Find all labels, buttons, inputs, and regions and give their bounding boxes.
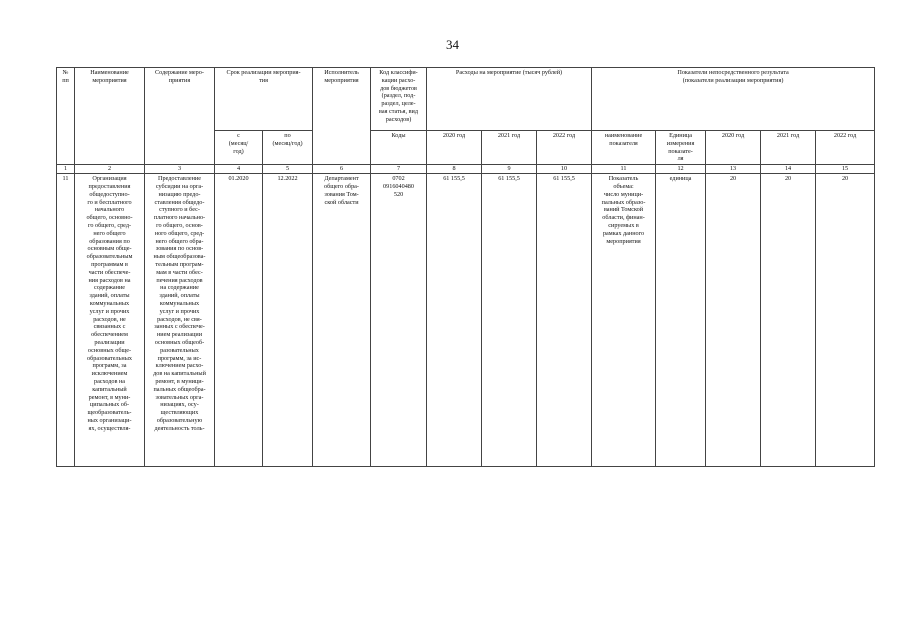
page-number: 34 [446, 37, 459, 52]
column-number: 1 [57, 165, 75, 174]
header-budget-code: Код классифи- кации расхо- дов бюджетов (раздел, под- раздел, целе- вая статья, вид расходов) [371, 68, 427, 131]
row-ind-2022: 20 [816, 174, 875, 467]
header-exp-2021: 2021 год [482, 131, 537, 165]
row-period-to: 12.2022 [263, 174, 313, 467]
row-exp-2021: 61 155,5 [482, 174, 537, 467]
header-indicators: Показатели непосредственного результата (показатели реализации мероприятия) [592, 68, 875, 131]
row-activity-name: Организация предоставления общедоступно- го и бесплатного начального общего, основно- го общего, сред- него общего образования по основным обще- образовательным программам в части обеспече- ния расходов на содержание зданий, оплаты коммунальных услуг и прочих расходов, не связанных с обеспечением реализации основных обще- образовательных программ, за исключением расходов на капитальный ремонт, в муни- ципальных об- щеобразователь- ных организаци- ях, осуществля- [75, 174, 145, 467]
header-ind-2021: 2021 год [761, 131, 816, 165]
column-number: 15 [816, 165, 875, 174]
row-period-from: 01.2020 [215, 174, 263, 467]
row-executor: Департамент общего обра- зования Том- ской области [313, 174, 371, 467]
header-indicator-unit: Единица измерения показате- ля [656, 131, 706, 165]
header-expenses: Расходы на мероприятие (тысяч рублей) [427, 68, 592, 131]
row-codes: 0702 0916040480 520 [371, 174, 427, 467]
column-number: 9 [482, 165, 537, 174]
row-indicator-name: Показатель объема: число муници- пальных образо- ваний Томской области, финан- сируемых в рамках данного мероприятия [592, 174, 656, 467]
column-number-row [57, 165, 875, 174]
header-num: № пп [57, 68, 75, 165]
header-period: Срок реализации мероприя- тия [215, 68, 313, 131]
column-number: 2 [75, 165, 145, 174]
column-number: 6 [313, 165, 371, 174]
column-number: 8 [427, 165, 482, 174]
header-executor: Исполнитель мероприятия [313, 68, 371, 165]
header-exp-2020: 2020 год [427, 131, 482, 165]
header-indicator-name: наименование показателя [592, 131, 656, 165]
column-number: 5 [263, 165, 313, 174]
header-exp-2022: 2022 год [537, 131, 592, 165]
table-row [57, 174, 875, 467]
row-ind-2021: 20 [761, 174, 816, 467]
column-number: 13 [706, 165, 761, 174]
row-num: 11 [57, 174, 75, 467]
row-indicator-unit: единица [656, 174, 706, 467]
row-ind-2020: 20 [706, 174, 761, 467]
row-activity-content: Предоставление субсидии на орга- низацию предо- ставления общедо- ступного и бес- платного начально- го общего, основ- ного общего, сред- него общего обра- зования по основ- ным общеобразова- тельным програм- мам в части обес- печения расходов на содержание зданий, оплаты коммунальных услуг и прочих расходов, не свя- занных с обеспече- нием реализации основных общеоб- разовательных программ, за ис- ключением расхо- дов на капитальный ремонт, в муници- пальных общеобра- зовательных орга- низациях, осу- ществляющих образовательную деятельность толь- [145, 174, 215, 467]
header-ind-2022: 2022 год [816, 131, 875, 165]
column-number: 11 [592, 165, 656, 174]
program-activities-table [56, 67, 875, 467]
column-number: 14 [761, 165, 816, 174]
header-period-from: с (месяц/ год) [215, 131, 263, 165]
header-ind-2020: 2020 год [706, 131, 761, 165]
row-exp-2022: 61 155,5 [537, 174, 592, 467]
column-number: 10 [537, 165, 592, 174]
header-activity-content: Содержание меро- приятия [145, 68, 215, 165]
header-row-top [57, 68, 875, 131]
header-period-to: по (месяц/год) [263, 131, 313, 165]
row-exp-2020: 61 155,5 [427, 174, 482, 467]
column-number: 12 [656, 165, 706, 174]
header-codes: Коды [371, 131, 427, 165]
header-activity-name: Наименование мероприятия [75, 68, 145, 165]
column-number: 3 [145, 165, 215, 174]
column-number: 7 [371, 165, 427, 174]
column-number: 4 [215, 165, 263, 174]
